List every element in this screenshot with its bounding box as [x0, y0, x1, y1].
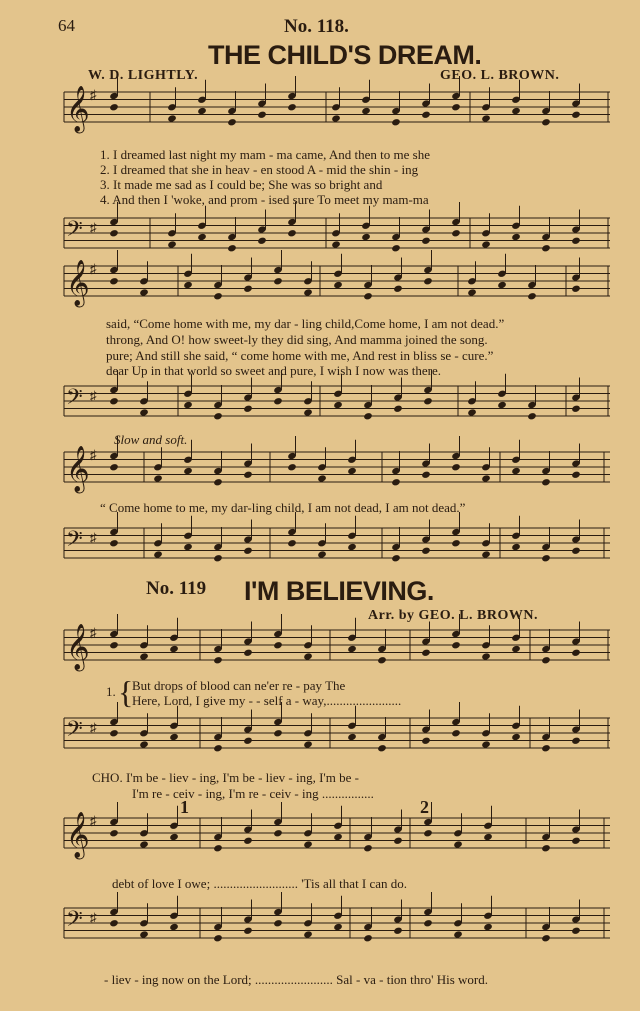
note-head — [197, 233, 207, 241]
note-head — [287, 463, 297, 471]
note-head — [273, 919, 283, 927]
verse-number: 1. — [106, 684, 116, 699]
note-head — [571, 237, 581, 245]
note-head — [571, 405, 581, 413]
note-head — [451, 641, 461, 649]
note-head — [541, 244, 551, 252]
note-head — [153, 550, 163, 558]
note-head — [347, 645, 357, 653]
note-head — [317, 474, 327, 482]
note-head — [391, 244, 401, 252]
note-head — [467, 408, 477, 416]
note-head — [393, 285, 403, 293]
note-head — [511, 107, 521, 115]
note-head — [213, 478, 223, 486]
note-head — [481, 114, 491, 122]
note-head — [541, 118, 551, 126]
note-head — [423, 919, 433, 927]
sharp-icon: ♯ — [90, 447, 97, 462]
note-head — [139, 930, 149, 938]
note-head — [303, 652, 313, 660]
note-head — [421, 237, 431, 245]
note-head — [109, 103, 119, 111]
note-head — [451, 729, 461, 737]
note-head — [287, 103, 297, 111]
note-head — [183, 281, 193, 289]
note-head — [483, 833, 493, 841]
note-head — [571, 927, 581, 935]
note-head — [213, 292, 223, 300]
note-head — [377, 656, 387, 664]
note-head — [347, 733, 357, 741]
hymn-119-arranger: Arr. by GEO. L. BROWN. — [368, 608, 538, 623]
note-head — [333, 401, 343, 409]
note-head — [227, 118, 237, 126]
note-head — [333, 833, 343, 841]
note-head — [481, 240, 491, 248]
note-head — [481, 652, 491, 660]
note-head — [511, 733, 521, 741]
note-head — [361, 107, 371, 115]
note-head — [363, 934, 373, 942]
note-head — [109, 729, 119, 737]
note-head — [451, 229, 461, 237]
bass-clef-icon: 𝄢 — [66, 385, 83, 415]
note-head — [169, 923, 179, 931]
verse-line: dear Up in that world so sweet and pure, I wish I now was there. — [106, 363, 442, 378]
refrain-line: “ Come home to me, my dar-ling child, I am not dead, I am not dead.” — [100, 500, 466, 515]
note-head — [139, 408, 149, 416]
note-head — [511, 467, 521, 475]
note-head — [139, 840, 149, 848]
note-head — [109, 463, 119, 471]
note-head — [571, 837, 581, 845]
treble-clef-icon: 𝄞 — [66, 86, 90, 132]
note-head — [273, 641, 283, 649]
note-head — [451, 463, 461, 471]
chorus-line: CHO. I'm be - liev - ing, I'm be - liev - ing, I'm be - — [92, 770, 359, 785]
note-head — [363, 844, 373, 852]
hymn-119-title: I'M BELIEVING. — [244, 576, 434, 606]
note-head — [139, 652, 149, 660]
note-head — [391, 478, 401, 486]
note-head — [421, 737, 431, 745]
verse-line: 2. I dreamed that she in heav - en stood A - mid the shin - ing — [100, 162, 419, 177]
note-head — [243, 547, 253, 555]
note-head — [571, 737, 581, 745]
note-head — [571, 111, 581, 119]
note-head — [541, 934, 551, 942]
note-head — [481, 740, 491, 748]
note-head — [451, 539, 461, 547]
note-head — [421, 471, 431, 479]
hymn-118-title: THE CHILD'S DREAM. — [208, 40, 482, 70]
note-head — [423, 397, 433, 405]
note-head — [167, 240, 177, 248]
note-head — [227, 244, 237, 252]
note-head — [243, 649, 253, 657]
note-head — [481, 550, 491, 558]
sharp-icon: ♯ — [90, 87, 97, 102]
verse-line: pure; And still she said, “ come home with me, And rest in bliss se - cure.” — [106, 348, 494, 363]
treble-clef-icon: 𝄞 — [66, 260, 90, 306]
note-head — [423, 277, 433, 285]
note-head — [483, 923, 493, 931]
note-head — [571, 285, 581, 293]
treble-clef-icon: 𝄞 — [66, 812, 90, 858]
note-head — [317, 550, 327, 558]
note-head — [273, 729, 283, 737]
hymn-119-number: No. 119 — [146, 578, 207, 599]
second-ending-number: 2 — [420, 797, 429, 817]
tempo-direction: Slow and soft. — [114, 432, 188, 447]
verse-line: But drops of blood can ne'er re - pay The — [132, 678, 346, 693]
note-head — [109, 641, 119, 649]
note-head — [169, 645, 179, 653]
note-head — [169, 733, 179, 741]
sharp-icon: ♯ — [90, 388, 97, 403]
note-head — [243, 471, 253, 479]
verse-line: said, “Come home with me, my dar - ling child,Come home, I am not dead.” — [106, 316, 505, 331]
note-head — [571, 471, 581, 479]
note-head — [109, 539, 119, 547]
note-head — [109, 277, 119, 285]
lyric-line: - liev - ing now on the Lord; ........................ Sal - va - tion thro' His word. — [104, 972, 488, 987]
lyric-line: debt of love I owe; .......................... 'Tis all that I can do. — [112, 876, 408, 891]
verse-line: Here, Lord, I give my - - self a - way,....................... — [132, 693, 402, 708]
verse-line: 3. It made me sad as I could be; She was so bright and — [100, 177, 383, 192]
note-head — [257, 111, 267, 119]
note-head — [391, 554, 401, 562]
first-ending-number: 1 — [180, 797, 189, 817]
note-head — [333, 923, 343, 931]
page-number: 64 — [58, 16, 75, 35]
note-head — [391, 118, 401, 126]
note-head — [243, 837, 253, 845]
verse-line: 1. I dreamed last night my mam - ma came, And then to me she — [100, 147, 430, 162]
note-head — [393, 405, 403, 413]
note-head — [527, 412, 537, 420]
note-head — [421, 547, 431, 555]
note-head — [139, 288, 149, 296]
sharp-icon: ♯ — [90, 261, 97, 276]
note-head — [423, 829, 433, 837]
note-head — [571, 547, 581, 555]
note-head — [467, 288, 477, 296]
sharp-icon: ♯ — [90, 530, 97, 545]
verse-line: 4. And then I 'woke, and prom - ised sure To meet my mam-ma — [100, 192, 429, 207]
note-head — [541, 844, 551, 852]
note-head — [303, 930, 313, 938]
sharp-icon: ♯ — [90, 910, 97, 925]
hymn-118-composer: GEO. L. BROWN. — [440, 68, 560, 83]
note-head — [481, 474, 491, 482]
note-head — [333, 281, 343, 289]
chorus-line: I'm re - ceiv - ing, I'm re - ceiv - ing ................ — [132, 786, 374, 801]
hymn-118-author: W. D. LIGHTLY. — [88, 68, 199, 83]
note-head — [303, 840, 313, 848]
note-head — [541, 554, 551, 562]
note-head — [363, 292, 373, 300]
sharp-icon: ♯ — [90, 813, 97, 828]
note-head — [361, 233, 371, 241]
note-head — [541, 656, 551, 664]
note-head — [213, 934, 223, 942]
note-head — [109, 829, 119, 837]
note-head — [109, 397, 119, 405]
verse-brace: { — [118, 674, 134, 710]
note-head — [421, 649, 431, 657]
note-head — [453, 840, 463, 848]
note-head — [511, 233, 521, 241]
note-head — [273, 397, 283, 405]
note-head — [183, 543, 193, 551]
note-head — [347, 543, 357, 551]
note-head — [571, 649, 581, 657]
treble-clef-icon: 𝄞 — [66, 446, 90, 492]
note-head — [183, 401, 193, 409]
note-head — [363, 412, 373, 420]
bass-clef-icon: 𝄢 — [66, 527, 83, 557]
note-head — [183, 467, 193, 475]
note-head — [109, 919, 119, 927]
note-head — [393, 927, 403, 935]
note-head — [243, 737, 253, 745]
note-head — [527, 292, 537, 300]
treble-clef-icon: 𝄞 — [66, 624, 90, 670]
note-head — [257, 237, 267, 245]
note-head — [453, 930, 463, 938]
note-head — [213, 656, 223, 664]
note-head — [511, 543, 521, 551]
note-head — [139, 740, 149, 748]
note-head — [213, 412, 223, 420]
note-head — [213, 554, 223, 562]
note-head — [393, 837, 403, 845]
note-head — [541, 478, 551, 486]
note-head — [303, 408, 313, 416]
note-head — [303, 288, 313, 296]
bass-clef-icon: 𝄢 — [66, 717, 83, 747]
note-head — [167, 114, 177, 122]
sharp-icon: ♯ — [90, 720, 97, 735]
sharp-icon: ♯ — [90, 625, 97, 640]
sharp-icon: ♯ — [90, 220, 97, 235]
bass-clef-icon: 𝄢 — [66, 907, 83, 937]
note-head — [287, 229, 297, 237]
note-head — [243, 285, 253, 293]
note-head — [421, 111, 431, 119]
note-head — [331, 114, 341, 122]
note-head — [497, 401, 507, 409]
note-head — [541, 744, 551, 752]
note-head — [213, 744, 223, 752]
note-head — [451, 103, 461, 111]
note-head — [287, 539, 297, 547]
note-head — [109, 229, 119, 237]
note-head — [511, 645, 521, 653]
note-head — [169, 833, 179, 841]
note-head — [347, 467, 357, 475]
bass-clef-icon: 𝄢 — [66, 217, 83, 247]
note-head — [273, 277, 283, 285]
note-head — [153, 474, 163, 482]
note-head — [303, 740, 313, 748]
note-head — [243, 405, 253, 413]
note-head — [273, 829, 283, 837]
note-head — [213, 844, 223, 852]
note-head — [331, 240, 341, 248]
note-head — [197, 107, 207, 115]
hymn-118-number: No. 118. — [284, 16, 349, 37]
verse-line: throng, And O! how sweet-ly they did sing, And mamma joined the song. — [106, 332, 488, 347]
note-head — [497, 281, 507, 289]
note-head — [377, 744, 387, 752]
note-head — [243, 927, 253, 935]
